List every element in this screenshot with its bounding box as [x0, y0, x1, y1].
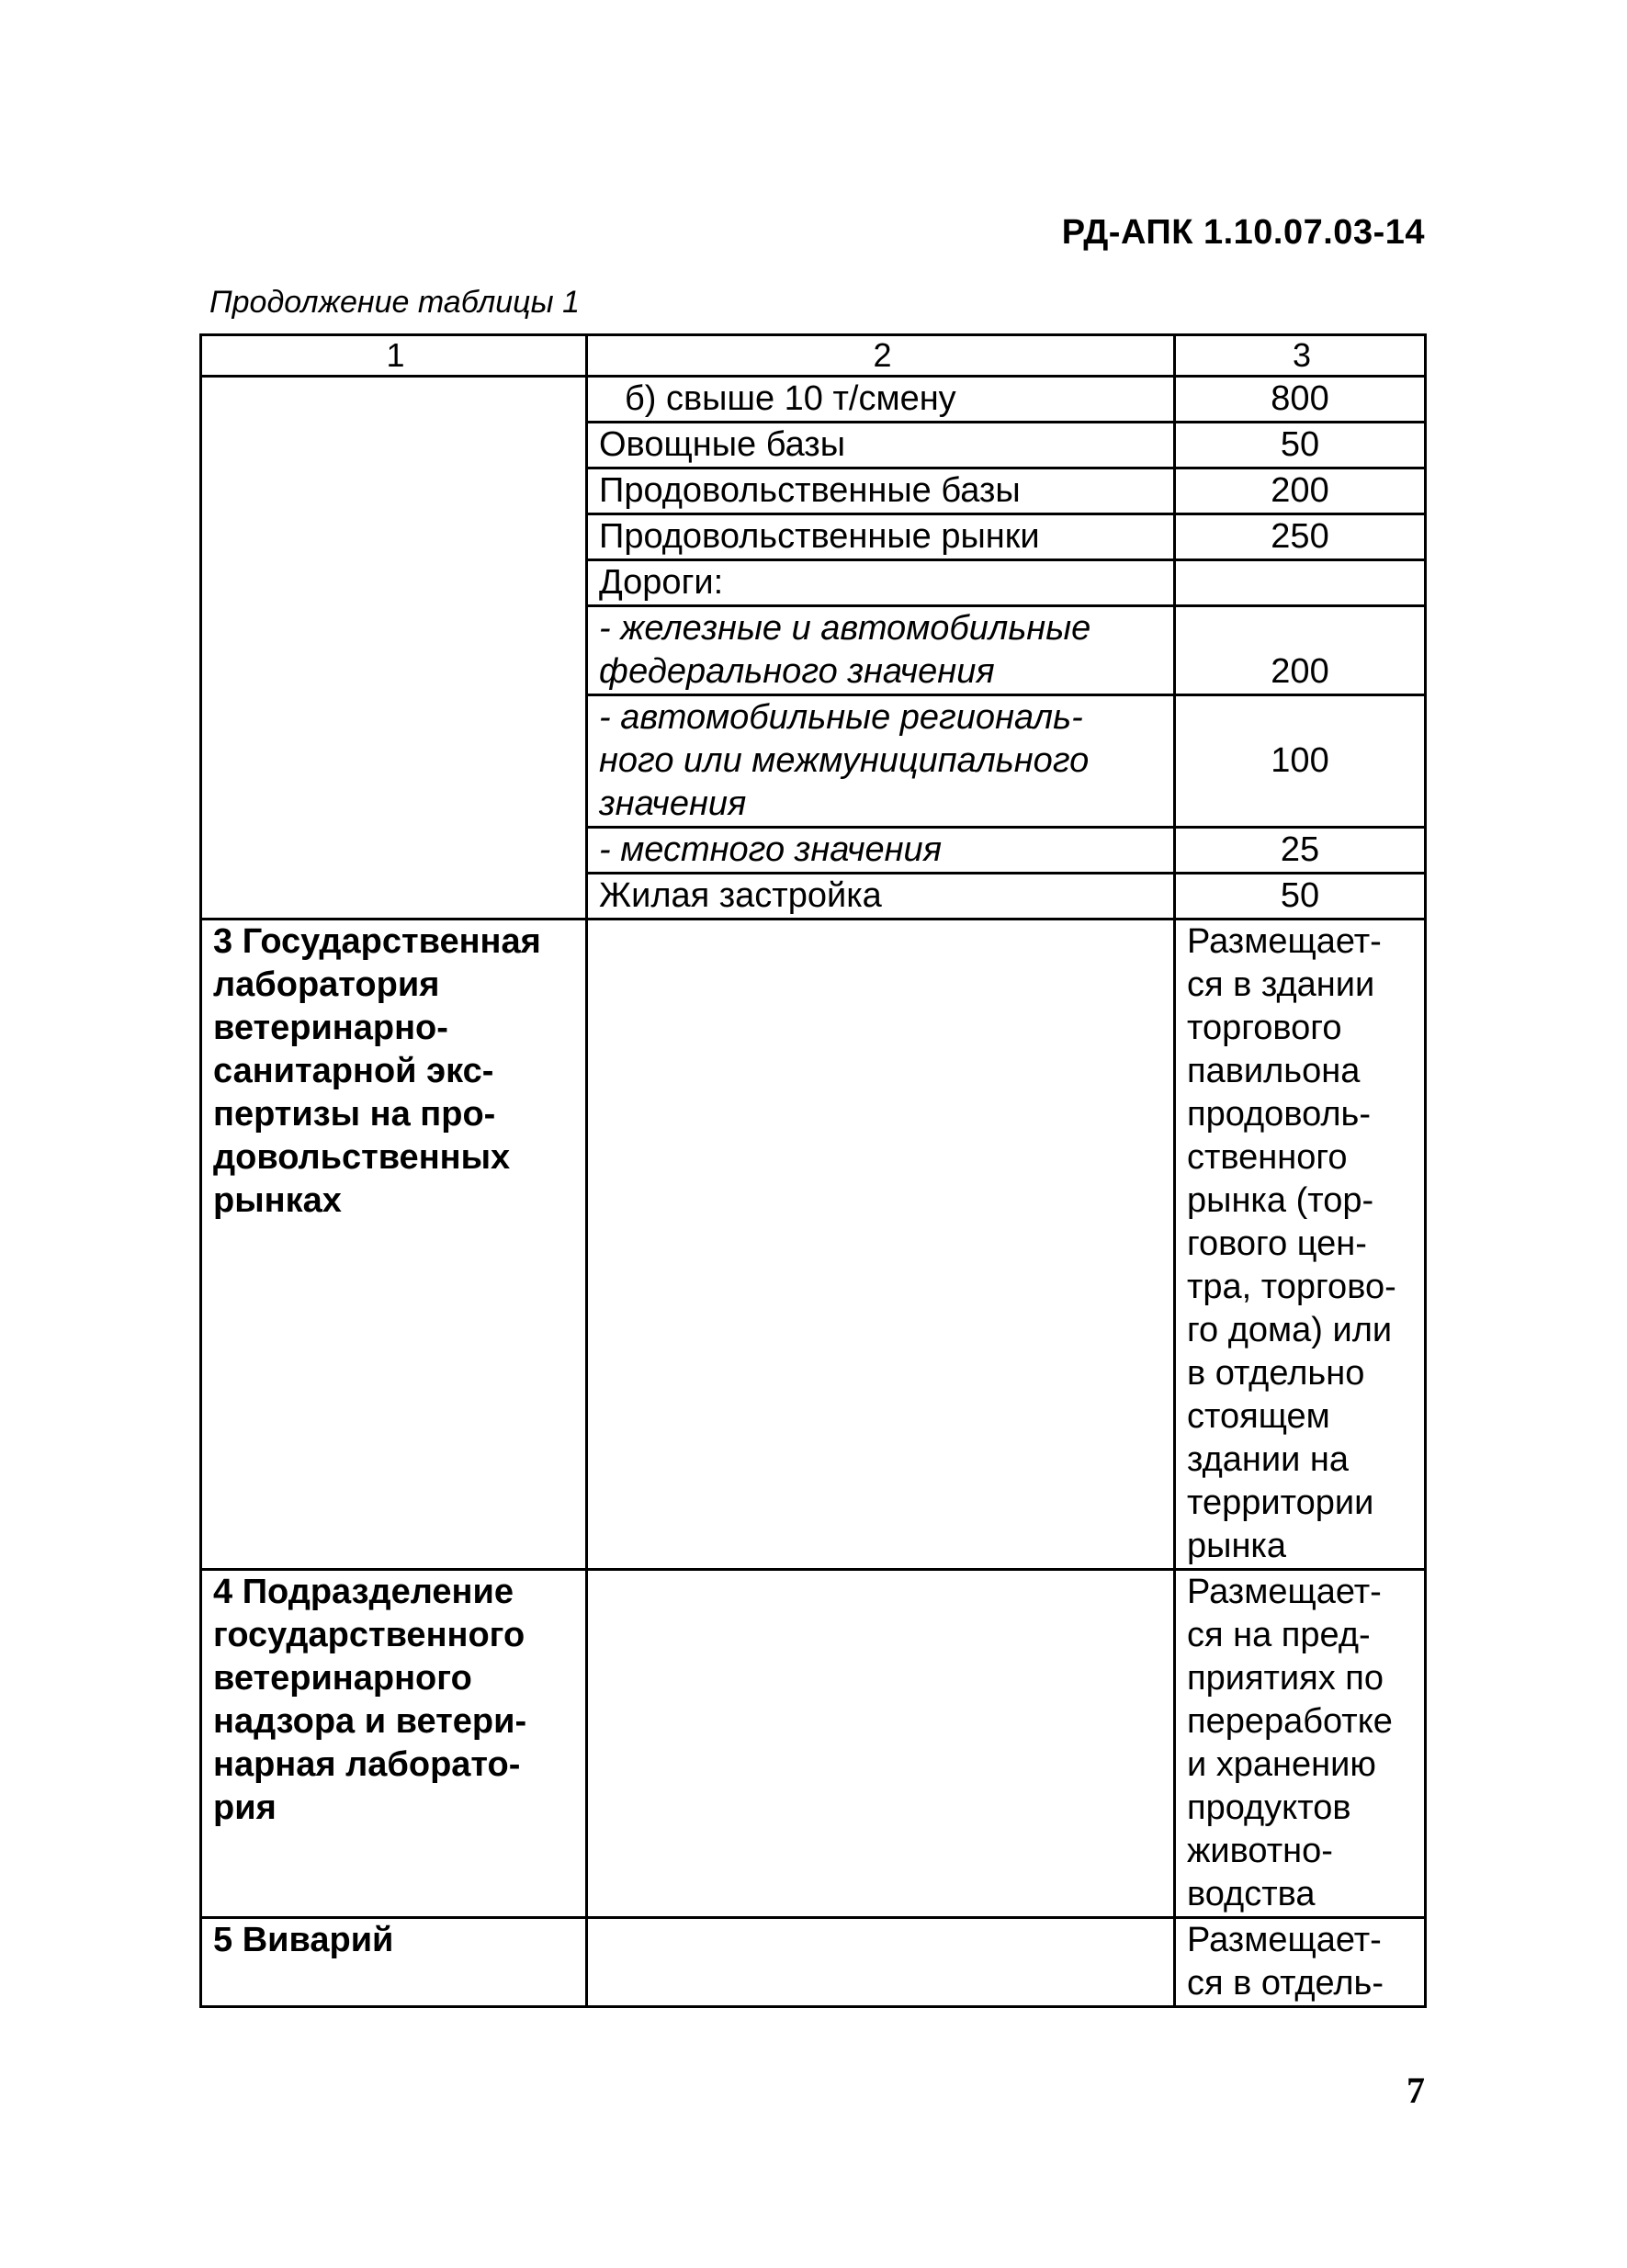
distance-table: [199, 333, 1427, 2008]
distance-value-cell: 200: [1175, 468, 1426, 514]
column-header-row: [201, 335, 1426, 377]
item-note-text: Размещает- ся в отдель-: [1187, 1921, 1384, 2003]
item-title-text: 5 Виварий: [213, 1921, 394, 1959]
object-name-cell: Овощные базы: [587, 423, 1175, 468]
object-name-cell: б) свыше 10 т/смену: [587, 377, 1175, 423]
item-title-text: 3 Государственная лаборатория ветеринарно- санитарной экс- пертизы на про- довольственных рынках: [213, 922, 541, 1220]
object-name-cell: Продовольственные базы: [587, 468, 1175, 514]
distance-value-cell: [1175, 560, 1426, 606]
document-code: РД-АПК 1.10.07.03-14: [1061, 213, 1425, 252]
object-name-cell: Продовольственные рынки: [587, 514, 1175, 560]
object-name-text: - железные и автомобильные федерального значения: [599, 609, 1091, 691]
column-header-2: 2: [587, 335, 1175, 377]
distance-value-cell: 250: [1175, 514, 1426, 560]
item-distance-cell: [587, 920, 1175, 1570]
item-title-cell: [201, 920, 587, 1570]
item-note-text: Размещает- ся в здании торгового павильона продоволь- ственного рынка (тор- гового цен- тра, торгово- го дома) или в отдельно стоящем здании на территории рынка: [1187, 922, 1396, 1565]
table-row: [201, 1918, 1426, 2007]
item-title-cell: [201, 1918, 587, 2007]
object-name-cell: Жилая застройка: [587, 874, 1175, 920]
table-row: [201, 1570, 1426, 1918]
item-note-cell: [1175, 1570, 1426, 1918]
distance-value-cell: 200: [1175, 606, 1426, 695]
table-row: [201, 920, 1426, 1570]
table-caption: Продолжение таблицы 1: [209, 285, 580, 320]
distance-value-cell: 100: [1175, 695, 1426, 828]
object-name-cell: Дороги:: [587, 560, 1175, 606]
page-number: 7: [1407, 2070, 1425, 2111]
column-header-3: 3: [1175, 335, 1426, 377]
distance-value-cell: 50: [1175, 874, 1426, 920]
distance-value-cell: 25: [1175, 828, 1426, 874]
object-name-cell: [587, 695, 1175, 828]
item-distance-cell: [587, 1918, 1175, 2007]
table-row: [201, 377, 1426, 423]
item-note-cell: [1175, 920, 1426, 1570]
distance-value-cell: 50: [1175, 423, 1426, 468]
object-name-text: - автомобильные региональ- ного или межмуниципального значения: [599, 698, 1090, 823]
object-name-cell: [587, 606, 1175, 695]
item-title-cell: [201, 1570, 587, 1918]
object-name-cell: - местного значения: [587, 828, 1175, 874]
distance-value-cell: 800: [1175, 377, 1426, 423]
column-header-1: 1: [201, 335, 587, 377]
item-note-cell: [1175, 1918, 1426, 2007]
empty-category-cell: [201, 377, 587, 920]
item-title-text: 4 Подразделение государственного ветеринарного надзора и ветери- нарная лаборато- рия: [213, 1573, 527, 1827]
item-distance-cell: [587, 1570, 1175, 1918]
item-note-text: Размещает- ся на пред- приятиях по переработке и хранению продуктов животно- водства: [1187, 1573, 1393, 1913]
